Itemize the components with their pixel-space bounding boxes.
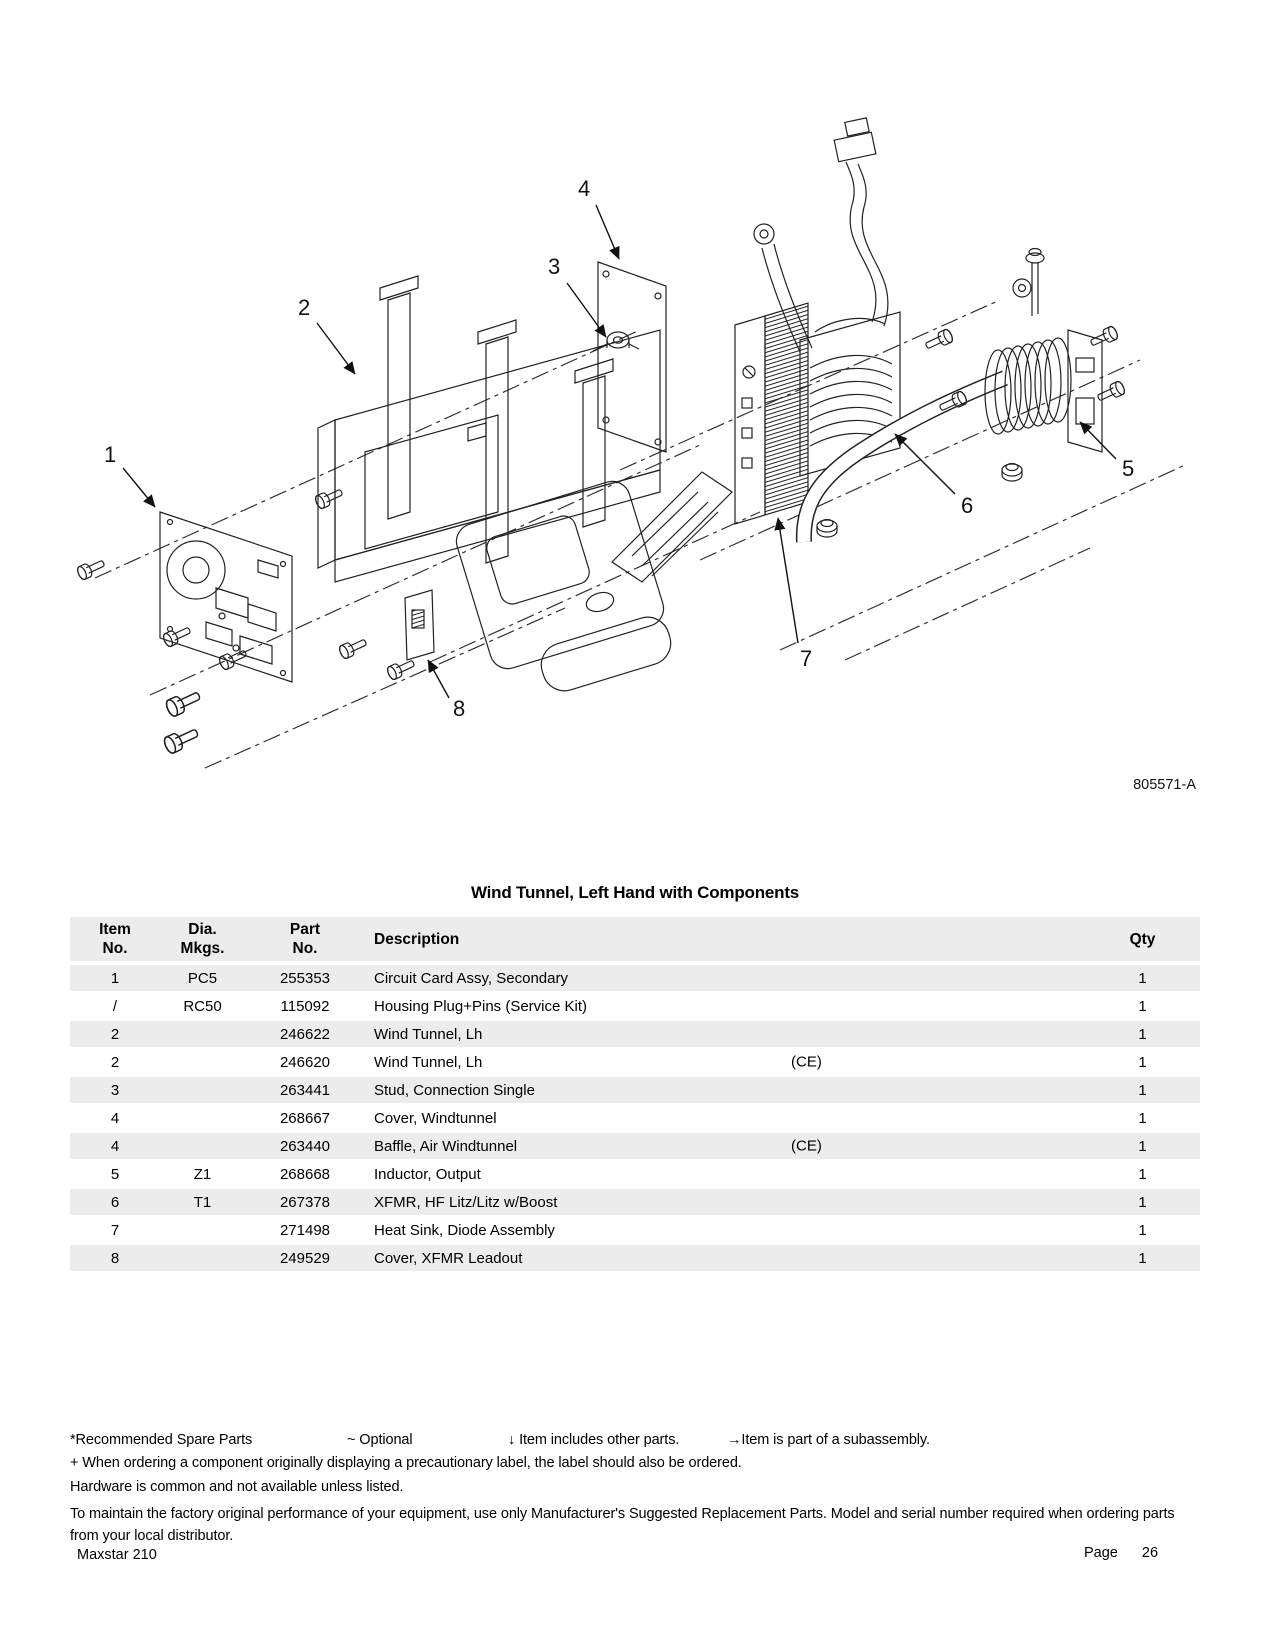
cell-item-no: 5 [110, 1165, 120, 1183]
legend-spare-parts: *Recommended Spare Parts [70, 1432, 253, 1448]
table-row [70, 1133, 1200, 1159]
callout-2: 2 [298, 295, 311, 320]
callout-4: 4 [578, 176, 591, 201]
cell-part-no: 255353 [279, 969, 331, 987]
cell-qty: 1 [1138, 1193, 1147, 1211]
legend-line [0, 1432, 1275, 1450]
cell-qty: 1 [1138, 969, 1147, 987]
callout-6: 6 [961, 493, 974, 518]
legend-subassembly: →Item is part of a subassembly. [727, 1432, 930, 1448]
cell-part-no: 263440 [279, 1137, 331, 1155]
cell-description: Circuit Card Assy, Secondary [374, 969, 568, 987]
cell-part-no: 249529 [279, 1249, 331, 1267]
table-row [70, 1189, 1200, 1215]
callout-1: 1 [104, 442, 117, 467]
cell-qty: 1 [1138, 1053, 1147, 1071]
cell-item-no: 2 [110, 1053, 120, 1071]
table-row [70, 1049, 1200, 1075]
callouts [104, 176, 1134, 721]
cell-item-no: / [112, 997, 118, 1015]
table-row [70, 1161, 1200, 1187]
wind-tunnel-frame [318, 276, 732, 696]
cell-description: XFMR, HF Litz/Litz w/Boost [374, 1193, 558, 1211]
cell-qty: 1 [1138, 1165, 1147, 1183]
cell-item-no: 6 [110, 1193, 120, 1211]
callout-3: 3 [548, 254, 561, 279]
cell-part-no: 246622 [279, 1025, 331, 1043]
xfmr-leadout-cover [405, 590, 434, 660]
cell-qty: 1 [1138, 1109, 1147, 1127]
connection-stud [593, 332, 639, 351]
legend-includes: ↓ Item includes other parts. [508, 1432, 680, 1448]
footer-page [1084, 1545, 1158, 1561]
cell-description: Heat Sink, Diode Assembly [374, 1221, 555, 1239]
figure-number: 805571-A [1133, 777, 1196, 793]
cell-part-no: 263441 [279, 1081, 331, 1099]
table-row [70, 1245, 1200, 1271]
cell-item-no: 7 [110, 1221, 120, 1239]
cell-part-no: 268667 [279, 1109, 331, 1127]
cell-description: Wind Tunnel, Lh [374, 1025, 483, 1043]
parts-table [70, 917, 1200, 1273]
cell-description: Baffle, Air Windtunnel (CE) [374, 1137, 822, 1155]
cell-item-no: 4 [110, 1109, 120, 1127]
windtunnel-cover-plate [598, 262, 666, 452]
cell-qty: 1 [1138, 1221, 1147, 1239]
cell-dia-mkgs: RC50 [183, 997, 222, 1015]
footer-page-number: 26 [1141, 1545, 1159, 1561]
cell-qty: 1 [1138, 997, 1147, 1015]
callout-8: 8 [453, 696, 466, 721]
cell-part-no: 246620 [279, 1053, 331, 1071]
cell-qty: 1 [1138, 1025, 1147, 1043]
exploded-diagram [0, 0, 1275, 815]
cell-part-no: 267378 [279, 1193, 331, 1211]
footnote-hardware: Hardware is common and not available unless listed. [70, 1479, 404, 1495]
cell-qty: 1 [1138, 1249, 1147, 1267]
cell-description: Cover, Windtunnel [374, 1109, 497, 1127]
cell-item-no: 3 [110, 1081, 120, 1099]
cell-description: Inductor, Output [374, 1165, 481, 1183]
cell-description: Stud, Connection Single [374, 1081, 535, 1099]
footnote-replacement-parts: To maintain the factory original performance of your equipment, use only Manufacturer's Suggested Replacement Parts. Model and serial number required when ordering parts from your local distributor. [70, 1506, 1175, 1544]
cell-dia-mkgs: Z1 [193, 1165, 212, 1183]
footer-page-label: Page [1084, 1545, 1118, 1561]
header-qty: Qty [1129, 930, 1156, 948]
cell-ce-marking: (CE) [791, 1137, 822, 1155]
cell-item-no: 1 [110, 969, 120, 987]
cell-qty: 1 [1138, 1081, 1147, 1099]
cell-description: Cover, XFMR Leadout [374, 1249, 523, 1267]
cell-item-no: 8 [110, 1249, 120, 1267]
cell-dia-mkgs: T1 [193, 1193, 212, 1211]
table-row [70, 1105, 1200, 1131]
table-row [70, 993, 1200, 1019]
table-title: Wind Tunnel, Left Hand with Components [470, 883, 800, 902]
table-row [70, 1021, 1200, 1047]
cell-description: Housing Plug+Pins (Service Kit) [374, 997, 588, 1015]
header-dia-mkgs: Dia. Mkgs. [180, 921, 225, 957]
cell-description: Wind Tunnel, Lh (CE) [374, 1053, 822, 1071]
footnote-precautionary-label: + When ordering a component originally displaying a precautionary label, the label should also be ordered. [70, 1455, 742, 1471]
cell-qty: 1 [1138, 1137, 1147, 1155]
circuit-card-assembly [160, 512, 292, 682]
table-row [70, 1077, 1200, 1103]
header-item-no: Item No. [99, 921, 131, 957]
footer-model: Maxstar 210 [77, 1547, 157, 1563]
cell-ce-marking: (CE) [791, 1053, 822, 1071]
callout-5: 5 [1122, 456, 1135, 481]
cell-dia-mkgs: PC5 [187, 969, 218, 987]
legend-optional: ~ Optional [347, 1432, 413, 1448]
table-header-row [70, 917, 1200, 961]
cell-part-no: 268668 [279, 1165, 331, 1183]
cell-part-no: 115092 [280, 997, 330, 1015]
table-row [70, 1217, 1200, 1243]
header-description: Description [374, 930, 460, 948]
cell-part-no: 271498 [279, 1221, 331, 1239]
table-body [70, 965, 1200, 1271]
table-row [70, 965, 1200, 991]
cell-item-no: 4 [110, 1137, 120, 1155]
header-part-no: Part No. [289, 921, 321, 957]
callout-7: 7 [800, 646, 813, 671]
cell-item-no: 2 [110, 1025, 120, 1043]
